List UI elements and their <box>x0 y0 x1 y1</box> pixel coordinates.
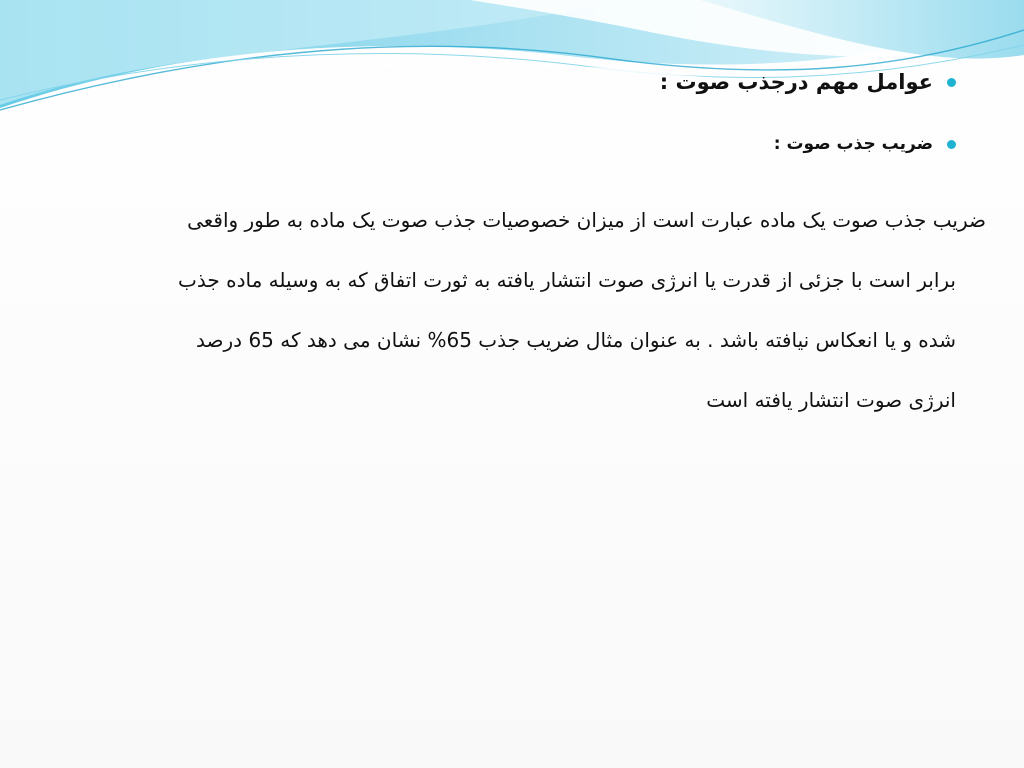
top-wave-decoration <box>0 0 1024 130</box>
paragraph-line: انرژی صوت انتشار یافته است <box>706 388 956 412</box>
bullet-dot-icon <box>947 140 956 149</box>
bullet-heading <box>660 70 956 94</box>
paragraph-line: ضریب جذب صوت یک ماده عبارت است از میزان خصوصیات جذب صوت یک ماده به طور واقعی <box>187 208 986 232</box>
heading-text: عوامل مهم درجذب صوت : <box>659 70 933 94</box>
paragraph-line: شده و یا انعکاس نیافته باشد . به عنوان مثال ضریب جذب 65% نشان می دهد که 65 درصد <box>196 328 956 352</box>
subheading-text: ضریب جذب صوت : <box>773 134 933 154</box>
bullet-subheading <box>774 134 956 154</box>
definition-paragraph <box>46 190 986 430</box>
paragraph-line: برابر است با جزئی از قدرت یا انرژی صوت انتشار یافته به ثورت اتفاق که به وسیله ماده جذب <box>178 268 956 292</box>
bullet-dot-icon <box>947 78 956 87</box>
